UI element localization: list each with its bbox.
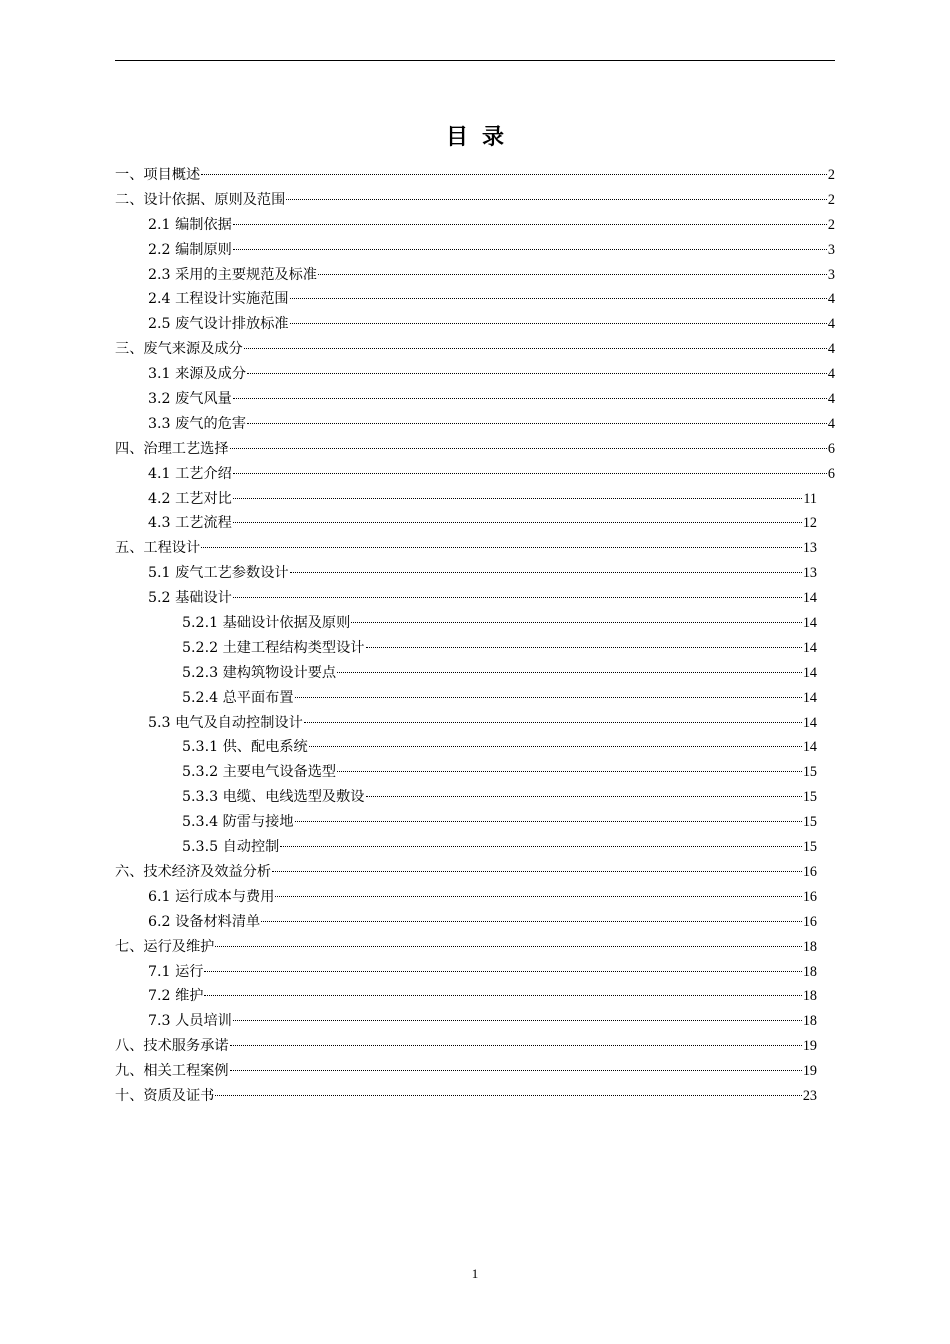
page-number: 1 [471, 1266, 479, 1281]
toc-entry-page: 4 [827, 366, 835, 383]
toc-dot-leader [290, 572, 802, 573]
toc-entry-page: 23 [802, 1087, 817, 1104]
toc-entry[interactable] [115, 835, 817, 860]
toc-entry-text: 5.2.1 基础设计依据及原则 [182, 615, 351, 632]
toc-entry-text: 五、工程设计 [115, 540, 201, 557]
toc-entry-text: 5.3 电气及自动控制设计 [148, 714, 303, 731]
toc-entry[interactable] [115, 536, 817, 561]
toc-entry-page: 14 [802, 689, 817, 706]
toc-dot-leader [337, 771, 802, 772]
toc-entry[interactable] [115, 263, 835, 288]
toc-entry-page: 13 [802, 540, 817, 557]
toc-entry[interactable] [115, 711, 817, 736]
toc-entry-page: 18 [802, 1013, 817, 1030]
toc-entry-page: 4 [827, 316, 835, 333]
toc-entry-page: 15 [802, 839, 817, 856]
toc-entry-page: 14 [802, 615, 817, 632]
toc-entry[interactable] [115, 636, 817, 661]
toc-dot-leader [233, 522, 802, 523]
toc-entry-text: 四、治理工艺选择 [115, 440, 229, 457]
toc-dot-leader [272, 871, 802, 872]
toc-entry-text: 九、相关工程案例 [115, 1063, 229, 1080]
toc-entry-page: 14 [802, 590, 817, 607]
toc-dot-leader [247, 423, 827, 424]
toc-dot-leader [366, 796, 802, 797]
toc-entry[interactable] [115, 337, 835, 362]
toc-dot-leader [201, 174, 827, 175]
toc-entry-text: 二、设计依据、原则及范围 [115, 191, 286, 208]
toc-entry[interactable] [115, 885, 817, 910]
toc-entry-text: 5.2 基础设计 [148, 590, 232, 607]
toc-entry-text: 6.1 运行成本与费用 [148, 888, 275, 905]
toc-dot-leader [233, 1020, 802, 1021]
toc-entry-page: 4 [827, 415, 835, 432]
toc-entry-text: 4.2 工艺对比 [148, 490, 232, 507]
toc-entry[interactable] [115, 661, 817, 686]
toc-entry-text: 5.3.5 自动控制 [182, 839, 280, 856]
toc-dot-leader [215, 946, 801, 947]
toc-entry[interactable] [115, 287, 835, 312]
toc-entry-text: 5.3.4 防雷与接地 [182, 814, 294, 831]
toc-entry[interactable] [115, 561, 817, 586]
toc-entry-text: 5.3.1 供、配电系统 [182, 739, 308, 756]
toc-entry-text: 3.3 废气的危害 [148, 415, 247, 432]
toc-entry-page: 3 [827, 266, 835, 283]
toc-entry[interactable] [115, 1034, 817, 1059]
toc-dot-leader [230, 1070, 802, 1071]
toc-entry-page: 15 [802, 789, 817, 806]
toc-entry-text: 3.1 来源及成分 [148, 366, 247, 383]
toc-entry-page: 14 [802, 739, 817, 756]
toc-entry-page: 16 [802, 888, 817, 905]
toc-entry-page: 19 [802, 1063, 817, 1080]
toc-entry[interactable] [115, 1059, 817, 1084]
toc-entry-text: 2.2 编制原则 [148, 241, 232, 258]
toc-entry-text: 7.2 维护 [148, 988, 204, 1005]
toc-entry-text: 7.3 人员培训 [148, 1013, 232, 1030]
toc-dot-leader [261, 921, 802, 922]
toc-entry-page: 11 [803, 490, 817, 507]
toc-entry[interactable] [115, 760, 817, 785]
toc-list [115, 163, 835, 1109]
toc-entry-page: 2 [827, 167, 835, 183]
toc-entry-page: 4 [827, 341, 835, 358]
toc-entry-text: 三、废气来源及成分 [115, 341, 243, 358]
toc-dot-leader [366, 647, 802, 648]
toc-entry-page: 14 [802, 714, 817, 731]
toc-entry-text: 一、项目概述 [115, 167, 201, 183]
toc-entry-text: 4.1 工艺介绍 [148, 465, 232, 482]
toc-entry-page: 2 [827, 191, 835, 208]
toc-entry[interactable] [115, 362, 835, 387]
toc-entry[interactable] [115, 1009, 817, 1034]
toc-entry-page: 6 [827, 440, 835, 457]
toc-dot-leader [290, 323, 827, 324]
toc-entry-page: 18 [802, 963, 817, 980]
toc-entry-text: 5.2.3 建构筑物设计要点 [182, 664, 337, 681]
toc-dot-leader [230, 448, 827, 449]
toc-dot-leader [201, 547, 802, 548]
toc-entry-page: 4 [827, 391, 835, 408]
toc-dot-leader [233, 498, 803, 499]
toc-entry-page: 2 [827, 216, 835, 233]
toc-entry[interactable] [115, 188, 835, 213]
toc-dot-leader [204, 971, 801, 972]
toc-entry-page: 4 [827, 291, 835, 308]
toc-entry-page: 15 [802, 764, 817, 781]
toc-dot-leader [275, 896, 801, 897]
toc-dot-leader [233, 398, 827, 399]
toc-entry[interactable] [115, 686, 817, 711]
toc-entry[interactable] [115, 437, 835, 462]
toc-entry-text: 5.1 废气工艺参数设计 [148, 565, 289, 582]
toc-entry-text: 7.1 运行 [148, 963, 204, 980]
toc-entry[interactable] [115, 960, 817, 985]
toc-entry-text: 2.5 废气设计排放标准 [148, 316, 289, 333]
toc-dot-leader [318, 274, 827, 275]
header-rule [115, 60, 835, 61]
toc-entry[interactable] [115, 213, 835, 238]
toc-entry[interactable] [115, 785, 817, 810]
toc-entry-page: 18 [802, 938, 817, 955]
toc-dot-leader [233, 597, 802, 598]
toc-entry[interactable] [115, 462, 835, 487]
toc-entry-page: 14 [802, 639, 817, 656]
toc-entry-page: 12 [802, 515, 817, 532]
toc-dot-leader [290, 298, 827, 299]
toc-dot-leader [233, 224, 827, 225]
toc-entry-text: 5.2.4 总平面布置 [182, 689, 294, 706]
toc-entry-page: 13 [802, 565, 817, 582]
toc-entry-page: 16 [802, 863, 817, 880]
toc-dot-leader [295, 697, 802, 698]
toc-entry-text: 6.2 设备材料清单 [148, 913, 261, 930]
toc-entry-text: 2.1 编制依据 [148, 216, 232, 233]
toc-entry-page: 14 [802, 664, 817, 681]
toc-entry[interactable] [115, 387, 835, 412]
toc-entry-text: 十、资质及证书 [115, 1087, 215, 1104]
toc-entry[interactable] [115, 984, 817, 1009]
toc-dot-leader [304, 722, 802, 723]
toc-entry[interactable] [115, 910, 817, 935]
toc-dot-leader [295, 821, 802, 822]
toc-entry-page: 19 [802, 1038, 817, 1055]
toc-entry-text: 2.3 采用的主要规范及标准 [148, 266, 317, 283]
toc-entry[interactable] [115, 163, 835, 188]
toc-entry-page: 3 [827, 241, 835, 258]
toc-dot-leader [286, 199, 827, 200]
toc-entry[interactable] [115, 586, 817, 611]
toc-dot-leader [233, 473, 827, 474]
toc-entry-text: 八、技术服务承诺 [115, 1038, 229, 1055]
toc-entry[interactable] [115, 487, 817, 512]
toc-entry-text: 3.2 废气风量 [148, 391, 232, 408]
toc-dot-leader [215, 1095, 801, 1096]
toc-entry-text: 2.4 工程设计实施范围 [148, 291, 289, 308]
toc-dot-leader [230, 1045, 802, 1046]
toc-entry-page: 6 [827, 465, 835, 482]
toc-dot-leader [351, 622, 802, 623]
toc-dot-leader [337, 672, 802, 673]
toc-entry[interactable] [115, 412, 835, 437]
toc-entry-page: 16 [802, 913, 817, 930]
toc-entry[interactable] [115, 735, 817, 760]
toc-dot-leader [280, 846, 801, 847]
toc-entry[interactable] [115, 810, 817, 835]
toc-entry-text: 六、技术经济及效益分析 [115, 863, 272, 880]
toc-entry-text: 5.3.2 主要电气设备选型 [182, 764, 337, 781]
toc-dot-leader [247, 373, 827, 374]
toc-entry[interactable] [115, 312, 835, 337]
toc-entry-page: 15 [802, 814, 817, 831]
toc-entry[interactable] [115, 511, 817, 536]
toc-entry-text: 5.2.2 土建工程结构类型设计 [182, 639, 365, 656]
toc-dot-leader [233, 249, 827, 250]
toc-dot-leader [204, 995, 801, 996]
toc-entry-text: 4.3 工艺流程 [148, 515, 232, 532]
toc-entry[interactable] [115, 860, 817, 885]
toc-entry-page: 18 [802, 988, 817, 1005]
toc-entry-text: 5.3.3 电缆、电线选型及敷设 [182, 789, 365, 806]
toc-entry[interactable] [115, 611, 817, 636]
toc-dot-leader [309, 746, 802, 747]
toc-entry[interactable] [115, 1084, 817, 1109]
toc-title: 目录 [445, 125, 518, 150]
toc-entry-text: 七、运行及维护 [115, 938, 215, 955]
toc-entry[interactable] [115, 238, 835, 263]
toc-dot-leader [244, 348, 827, 349]
toc-entry[interactable] [115, 935, 817, 960]
